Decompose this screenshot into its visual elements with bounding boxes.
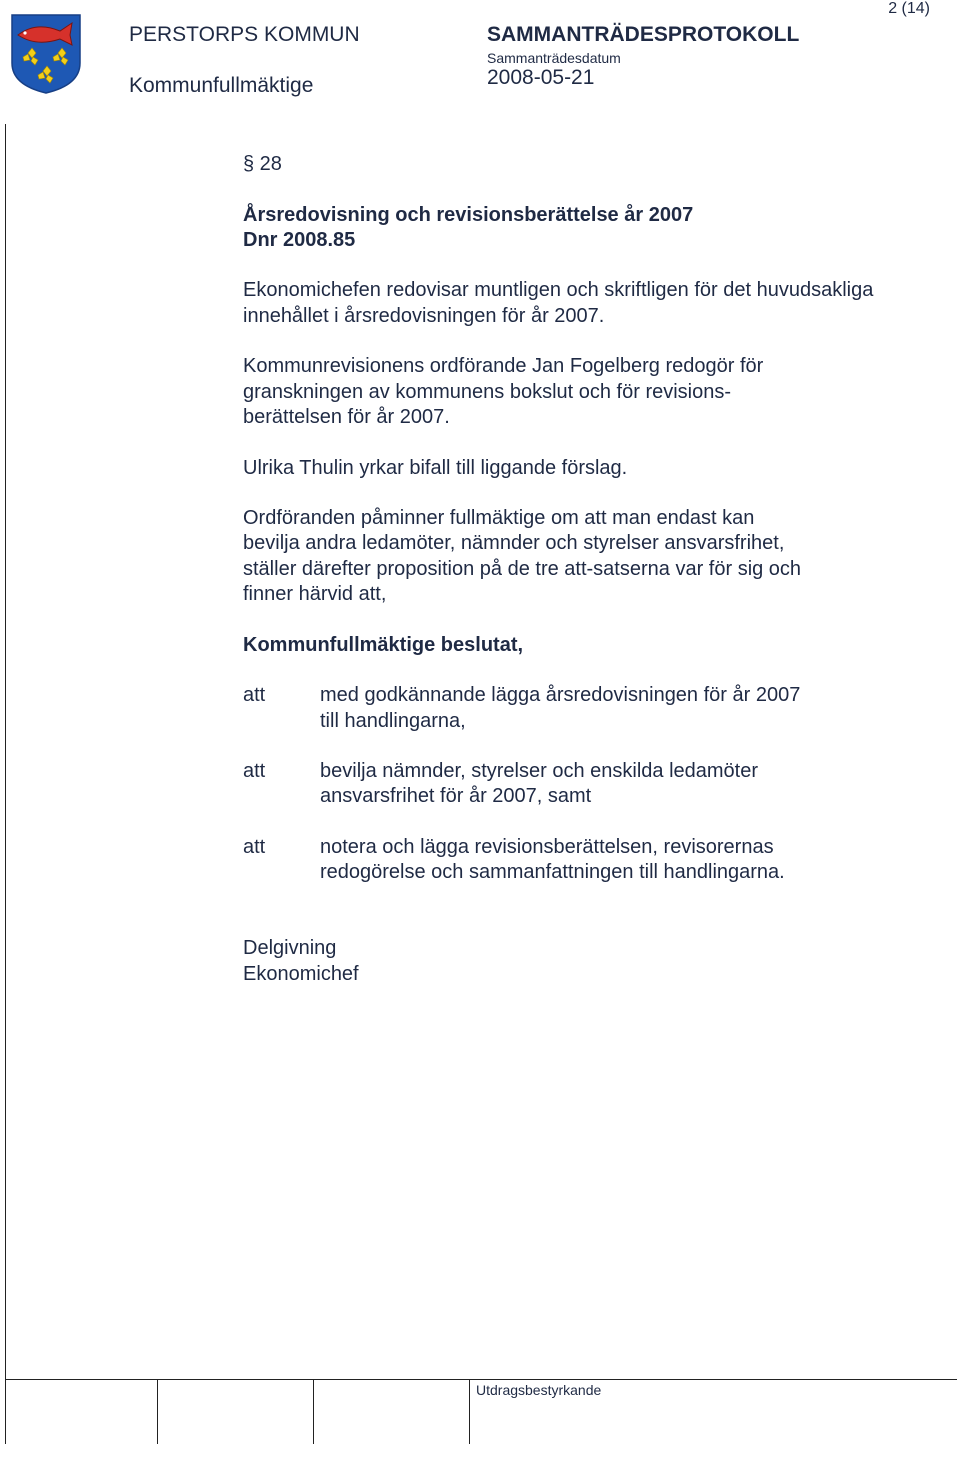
paragraph-finance-report: Ekonomichefen redovisar muntligen och skriftligen för det huvudsakliga innehållet i årsredovisningen för år 2007. bbox=[243, 279, 874, 327]
left-margin-line bbox=[5, 124, 6, 1444]
decision-text bbox=[320, 759, 883, 810]
certification-label: Utdragsbestyrkande bbox=[476, 1382, 602, 1398]
section-title: Årsredovisning och revisionsberättelse år 2007 bbox=[243, 203, 694, 226]
decision-text-line: notera och lägga revisionsberättelsen, revisorernas bbox=[320, 836, 774, 859]
protocol-body bbox=[243, 152, 883, 987]
paragraph-line: berättelsen för år 2007. bbox=[243, 405, 450, 428]
decision-item bbox=[243, 683, 883, 734]
signature-cell-divider bbox=[469, 1380, 470, 1444]
meeting-date: 2008-05-21 bbox=[487, 66, 595, 89]
decision-text-line: till handlingarna, bbox=[320, 709, 466, 732]
decision-text-line: redogörelse och sammanfattningen till handlingarna. bbox=[320, 861, 785, 884]
signature-cell-divider bbox=[313, 1380, 314, 1444]
decision-text-line: bevilja nämnder, styrelser och enskilda ledamöter bbox=[320, 760, 758, 783]
decision-item bbox=[243, 759, 883, 810]
page-number: 2 (14) bbox=[888, 0, 930, 17]
section-number: § 28 bbox=[243, 153, 282, 175]
organization-name: PERSTORPS KOMMUN bbox=[129, 23, 360, 46]
signature-cell-divider bbox=[157, 1380, 158, 1444]
distribution-recipient: Ekonomichef bbox=[243, 962, 359, 985]
decision-text bbox=[320, 835, 883, 886]
paragraph-line: ställer därefter proposition på de tre att-satserna var för sig och bbox=[243, 557, 802, 580]
paragraph-audit-report bbox=[243, 354, 883, 430]
paragraph-motion: Ulrika Thulin yrkar bifall till liggande förslag. bbox=[243, 456, 628, 479]
decision-heading: Kommunfullmäktige beslutat, bbox=[243, 633, 524, 656]
date-label: Sammanträdesdatum bbox=[487, 50, 621, 66]
coat-of-arms-icon bbox=[10, 13, 82, 95]
decision-label: att bbox=[243, 836, 266, 859]
distribution bbox=[243, 936, 883, 987]
footer-divider bbox=[5, 1379, 957, 1380]
decision-text-line: med godkännande lägga årsredovisningen för år 2007 bbox=[320, 684, 801, 707]
decision-text bbox=[320, 683, 883, 734]
decision-text-line: ansvarsfrihet för år 2007, samt bbox=[320, 785, 592, 808]
department-name: Kommunfullmäktige bbox=[129, 74, 314, 97]
decision-label: att bbox=[243, 684, 266, 707]
case-number: Dnr 2008.85 bbox=[243, 228, 356, 251]
document-title: SAMMANTRÄDESPROTOKOLL bbox=[487, 23, 800, 46]
paragraph-line: bevilja andra ledamöter, nämnder och styrelser ansvarsfrihet, bbox=[243, 532, 785, 555]
section-heading bbox=[243, 203, 883, 254]
distribution-label: Delgivning bbox=[243, 937, 337, 960]
paragraph-chair-proposition bbox=[243, 506, 883, 607]
decision-label: att bbox=[243, 760, 266, 783]
decision-item bbox=[243, 835, 883, 886]
paragraph-line: finner härvid att, bbox=[243, 583, 387, 606]
paragraph-line: Kommunrevisionens ordförande Jan Fogelberg redogör för bbox=[243, 355, 764, 378]
paragraph-line: granskningen av kommunens bokslut och för revisions- bbox=[243, 380, 732, 403]
paragraph-line: Ordföranden påminner fullmäktige om att man endast kan bbox=[243, 507, 755, 530]
